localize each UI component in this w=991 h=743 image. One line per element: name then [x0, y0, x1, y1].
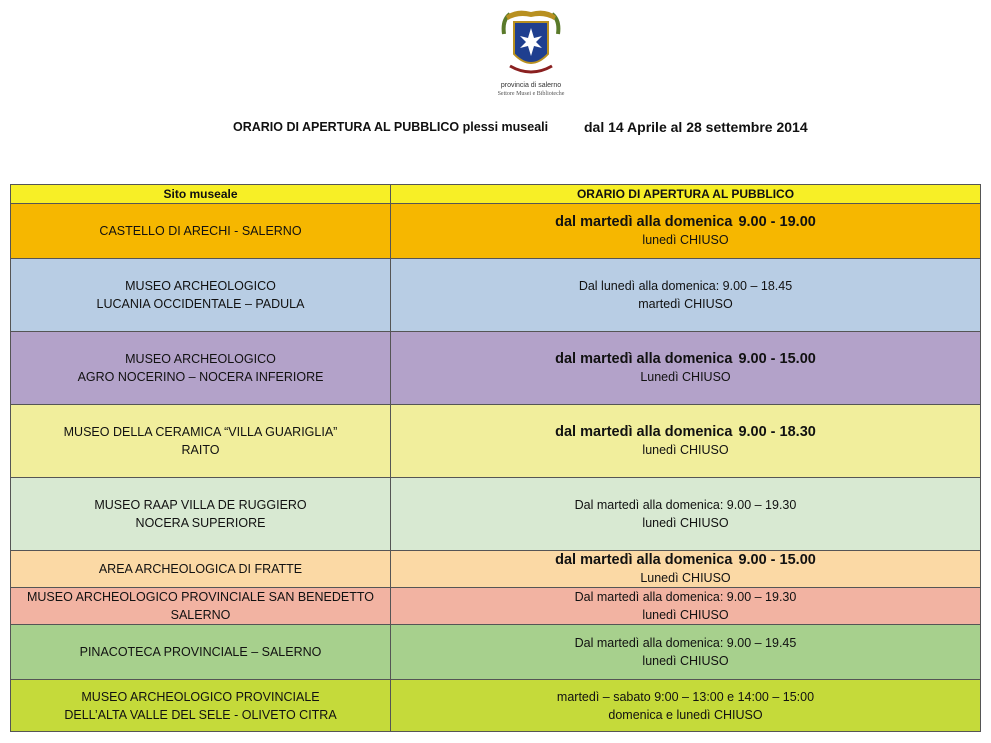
title-period: dal 14 Aprile al 28 settembre 2014: [584, 119, 808, 135]
logo-line-sector: Settore Musei e Biblioteche: [497, 91, 565, 97]
table-row: [11, 478, 981, 551]
header-site: Sito museale: [11, 185, 391, 204]
hours-cell: Dal martedì alla domenica: 9.00 – 19.30 lunedì CHIUSO: [391, 588, 981, 625]
logo-line-province: provincia di salerno: [500, 82, 562, 89]
site-cell: PINACOTECA PROVINCIALE – SALERNO: [11, 625, 391, 680]
site-cell: MUSEO ARCHEOLOGICO PROVINCIALE DELL’ALTA VALLE DEL SELE - OLIVETO CITRA: [11, 680, 391, 732]
hours-cell: dal martedì alla domenica 9.00 - 15.00 Lunedì CHIUSO: [391, 551, 981, 588]
site-cell: MUSEO ARCHEOLOGICO LUCANIA OCCIDENTALE – PADULA: [11, 259, 391, 332]
table-row: [11, 405, 981, 478]
table-header-row: [11, 185, 981, 204]
header-hours: ORARIO DI APERTURA AL PUBBLICO: [391, 185, 981, 204]
table-row: [11, 332, 981, 405]
hours-cell: Dal martedì alla domenica: 9.00 – 19.30 lunedì CHIUSO: [391, 478, 981, 551]
table-row: [11, 625, 981, 680]
hours-cell: Dal martedì alla domenica: 9.00 – 19.45 lunedì CHIUSO: [391, 625, 981, 680]
table-row: [11, 588, 981, 625]
table-row: [11, 204, 981, 259]
table-row: [11, 551, 981, 588]
schedule-table: [10, 184, 981, 732]
province-logo: [488, 6, 574, 100]
page-title: [0, 120, 991, 140]
site-cell: MUSEO ARCHEOLOGICO PROVINCIALE SAN BENEDETTO SALERNO: [11, 588, 391, 625]
table-row: [11, 259, 981, 332]
site-cell: CASTELLO DI ARECHI - SALERNO: [11, 204, 391, 259]
table-row: [11, 680, 981, 732]
site-cell: MUSEO RAAP VILLA DE RUGGIERO NOCERA SUPERIORE: [11, 478, 391, 551]
hours-cell: dal martedì alla domenica 9.00 - 18.30 lunedì CHIUSO: [391, 405, 981, 478]
hours-cell: dal martedì alla domenica 9.00 - 15.00 Lunedì CHIUSO: [391, 332, 981, 405]
title-main: ORARIO DI APERTURA AL PUBBLICO plessi museali: [233, 120, 549, 134]
hours-cell: martedì – sabato 9:00 – 13:00 e 14:00 – 15:00 domenica e lunedì CHIUSO: [391, 680, 981, 732]
site-cell: MUSEO ARCHEOLOGICO AGRO NOCERINO – NOCERA INFERIORE: [11, 332, 391, 405]
hours-cell: dal martedì alla domenica 9.00 - 19.00 lunedì CHIUSO: [391, 204, 981, 259]
hours-cell: Dal lunedì alla domenica: 9.00 – 18.45 martedì CHIUSO: [391, 259, 981, 332]
site-cell: AREA ARCHEOLOGICA DI FRATTE: [11, 551, 391, 588]
coat-of-arms-icon: [496, 6, 566, 80]
site-cell: MUSEO DELLA CERAMICA “VILLA GUARIGLIA” RAITO: [11, 405, 391, 478]
